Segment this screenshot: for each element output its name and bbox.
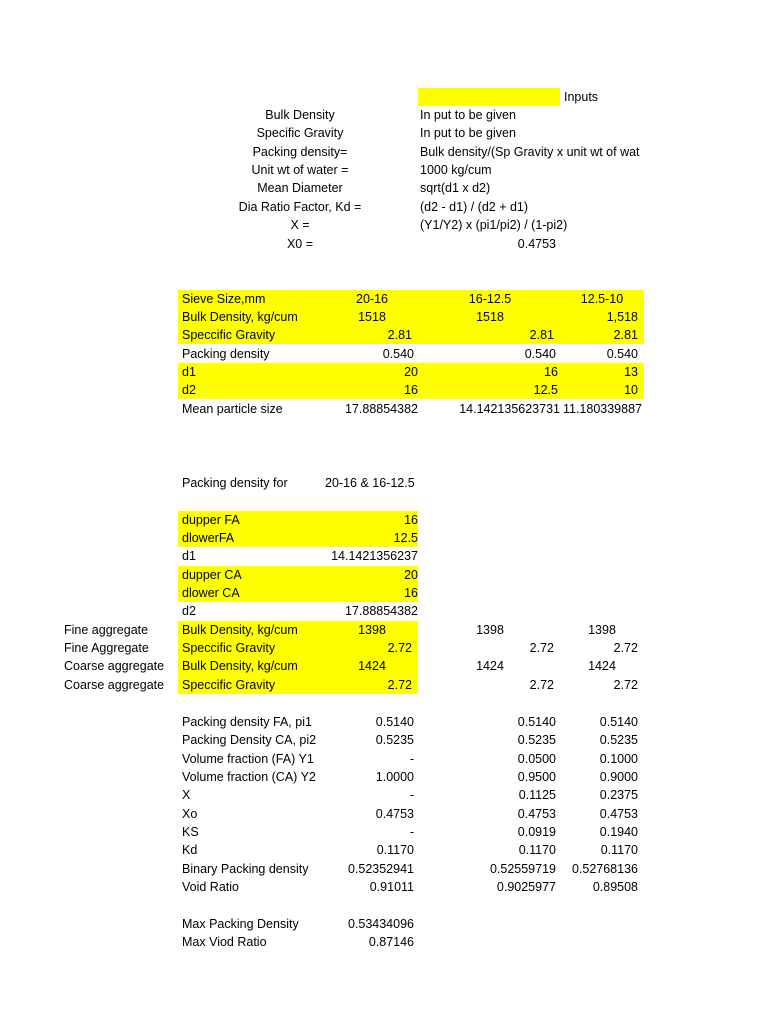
results-cell[interactable]: 0.4753 (599, 807, 638, 821)
aggregate-cell[interactable]: 2.72 (387, 641, 412, 655)
results-label: Xo (182, 807, 198, 821)
header-label-dia-ratio: Dia Ratio Factor, Kd = (238, 200, 362, 214)
results-label: Volume fraction (CA) Y2 (182, 770, 316, 784)
sieve-cell[interactable]: 11.180339887 (562, 402, 642, 416)
results-cell[interactable]: 0.5235 (599, 733, 638, 747)
header-label-x0: X0 = (286, 237, 314, 251)
sieve-cell[interactable]: 2.81 (387, 328, 412, 342)
results-cell[interactable]: 0.5140 (375, 715, 414, 729)
max-packing-density-label: Max Packing Density (182, 917, 299, 931)
results-cell[interactable]: 0.0500 (517, 752, 556, 766)
results-cell[interactable]: 0.91011 (369, 880, 414, 894)
aggregate-cell[interactable]: 1424 (476, 659, 504, 673)
results-cell[interactable]: 0.52559719 (489, 862, 556, 876)
results-cell[interactable]: 0.1170 (376, 843, 414, 857)
sieve-cell[interactable]: 1518 (358, 310, 386, 324)
aggregate-cell[interactable]: 1398 (476, 623, 504, 637)
results-cell[interactable]: - (409, 825, 414, 839)
aggregate-cell[interactable]: 2.72 (529, 678, 554, 692)
results-cell[interactable]: 0.89508 (592, 880, 638, 894)
max-void-ratio-value[interactable]: 0.87146 (368, 935, 414, 949)
aggregate-cell[interactable]: 2.72 (529, 641, 554, 655)
sieve-cell[interactable]: 1,518 (606, 310, 638, 324)
header-label-specific-gravity: Specific Gravity (256, 126, 344, 140)
header-value-unit-wt-water[interactable]: 1000 kg/cum (420, 163, 492, 177)
aggregate-cell[interactable]: 1424 (588, 659, 616, 673)
results-cell[interactable]: 0.4753 (517, 807, 556, 821)
aggregate-cell[interactable]: 1398 (588, 623, 616, 637)
sieve-label: Mean particle size (182, 402, 283, 416)
packing-label: dupper FA (182, 513, 240, 527)
results-cell[interactable]: 0.5140 (599, 715, 638, 729)
sieve-cell[interactable]: 17.88854382 (345, 402, 418, 416)
sieve-label: Speccific Gravity (182, 328, 276, 342)
packing-label: dlowerFA (182, 531, 235, 545)
inputs-highlight-cell[interactable] (418, 88, 560, 106)
header-value-dia-ratio[interactable]: (d2 - d1) / (d2 + d1) (420, 200, 529, 214)
header-value-bulk-density[interactable]: In put to be given (420, 108, 516, 122)
results-label: Volume fraction (FA) Y1 (182, 752, 314, 766)
sieve-cell[interactable]: 14.142135623731 (459, 402, 560, 416)
aggregate-label: Speccific Gravity (182, 641, 276, 655)
sieve-cell[interactable]: 0.540 (382, 347, 414, 361)
aggregate-side-label: Coarse aggregate (64, 678, 165, 692)
sieve-cell[interactable]: 16 (404, 383, 418, 397)
packing-value[interactable]: 20 (404, 568, 418, 582)
packing-value[interactable]: 14.1421356237 (331, 549, 418, 563)
results-cell[interactable]: 0.1170 (600, 843, 638, 857)
sieve-cell[interactable]: 2.81 (529, 328, 554, 342)
results-label: KS (182, 825, 199, 839)
header-label-mean-diameter: Mean Diameter (257, 181, 343, 195)
header-value-specific-gravity[interactable]: In put to be given (420, 126, 516, 140)
packing-label: dlower CA (182, 586, 240, 600)
sieve-cell[interactable]: 20 (404, 365, 418, 379)
aggregate-label: Bulk Density, kg/cum (182, 623, 298, 637)
results-cell[interactable]: - (409, 752, 414, 766)
sieve-cell[interactable]: 12.5 (533, 383, 558, 397)
max-void-ratio-label: Max Viod Ratio (182, 935, 267, 949)
sieve-label: Sieve Size,mm (182, 292, 266, 306)
aggregate-side-label: Fine Aggregate (64, 641, 149, 655)
results-cell[interactable]: 0.5235 (375, 733, 414, 747)
inputs-label: Inputs (564, 90, 599, 104)
results-cell[interactable]: 0.52768136 (571, 862, 638, 876)
sieve-cell[interactable]: 0.540 (606, 347, 638, 361)
sieve-cell[interactable]: 10 (624, 383, 638, 397)
packing-title: Packing density for (182, 476, 288, 490)
results-cell[interactable]: 0.1125 (518, 788, 556, 802)
packing-value[interactable]: 16 (404, 586, 418, 600)
packing-label: dupper CA (182, 568, 242, 582)
header-value-x0[interactable]: 0.4753 (517, 237, 556, 251)
sieve-label: Bulk Density, kg/cum (182, 310, 298, 324)
aggregate-label: Bulk Density, kg/cum (182, 659, 298, 673)
results-cell[interactable]: 0.1940 (599, 825, 638, 839)
header-label-packing-density: Packing density= (252, 145, 348, 159)
aggregate-side-label: Coarse aggregate (64, 659, 165, 673)
packing-label: d1 (182, 549, 196, 563)
results-cell[interactable]: 1.0000 (375, 770, 414, 784)
sieve-cell[interactable]: 0.540 (524, 347, 556, 361)
results-label: Binary Packing density (182, 862, 309, 876)
results-cell[interactable]: 0.9000 (599, 770, 638, 784)
packing-value[interactable]: 17.88854382 (345, 604, 418, 618)
header-value-mean-diameter[interactable]: sqrt(d1 x d2) (420, 181, 491, 195)
sieve-cell[interactable]: 16 (544, 365, 558, 379)
aggregate-cell[interactable]: 2.72 (613, 641, 638, 655)
sieve-cell[interactable]: 12.5-10 (580, 292, 624, 306)
results-cell[interactable]: 0.52352941 (347, 862, 414, 876)
sieve-cell[interactable]: 1518 (476, 310, 504, 324)
results-label: Void Ratio (182, 880, 239, 894)
aggregate-cell[interactable]: 1398 (358, 623, 386, 637)
header-label-unit-wt-water: Unit wt of water = (251, 163, 349, 177)
results-cell[interactable]: 0.0919 (517, 825, 556, 839)
sieve-cell[interactable]: 16-12.5 (468, 292, 512, 306)
results-cell[interactable]: 0.5235 (517, 733, 556, 747)
header-value-packing-density[interactable]: Bulk density/(Sp Gravity x unit wt of wat (420, 145, 640, 159)
aggregate-cell[interactable]: 2.72 (613, 678, 638, 692)
aggregate-cell[interactable]: 2.72 (387, 678, 412, 692)
header-label-bulk-density: Bulk Density (265, 108, 335, 122)
results-cell[interactable]: 0.1000 (599, 752, 638, 766)
results-cell[interactable]: - (409, 788, 414, 802)
results-label: Packing density FA, pi1 (182, 715, 312, 729)
results-cell[interactable]: 0.4753 (375, 807, 414, 821)
sieve-cell[interactable]: 13 (624, 365, 638, 379)
aggregate-label: Speccific Gravity (182, 678, 276, 692)
results-label: X (182, 788, 191, 802)
sieve-cell[interactable]: 2.81 (613, 328, 638, 342)
results-cell[interactable]: 0.5140 (517, 715, 556, 729)
max-packing-density-value[interactable]: 0.53434096 (347, 917, 414, 931)
sieve-label: d2 (182, 383, 196, 397)
aggregate-side-label: Fine aggregate (64, 623, 149, 637)
results-cell[interactable]: 0.9025977 (496, 880, 556, 894)
sieve-cell[interactable]: 20-16 (356, 292, 388, 306)
packing-value[interactable]: 16 (404, 513, 418, 527)
packing-label: d2 (182, 604, 196, 618)
header-value-x[interactable]: (Y1/Y2) x (pi1/pi2) / (1-pi2) (420, 218, 568, 232)
results-label: Packing Density CA, pi2 (182, 733, 317, 747)
results-cell[interactable]: 0.2375 (599, 788, 638, 802)
packing-value[interactable]: 12.5 (393, 531, 418, 545)
results-cell[interactable]: 0.1170 (518, 843, 556, 857)
packing-title-value[interactable]: 20-16 & 16-12.5 (325, 476, 415, 490)
sieve-label: d1 (182, 365, 196, 379)
aggregate-cell[interactable]: 1424 (358, 659, 386, 673)
results-label: Kd (182, 843, 198, 857)
results-cell[interactable]: 0.9500 (517, 770, 556, 784)
sieve-label: Packing density (182, 347, 270, 361)
header-label-x: X = (290, 218, 310, 232)
